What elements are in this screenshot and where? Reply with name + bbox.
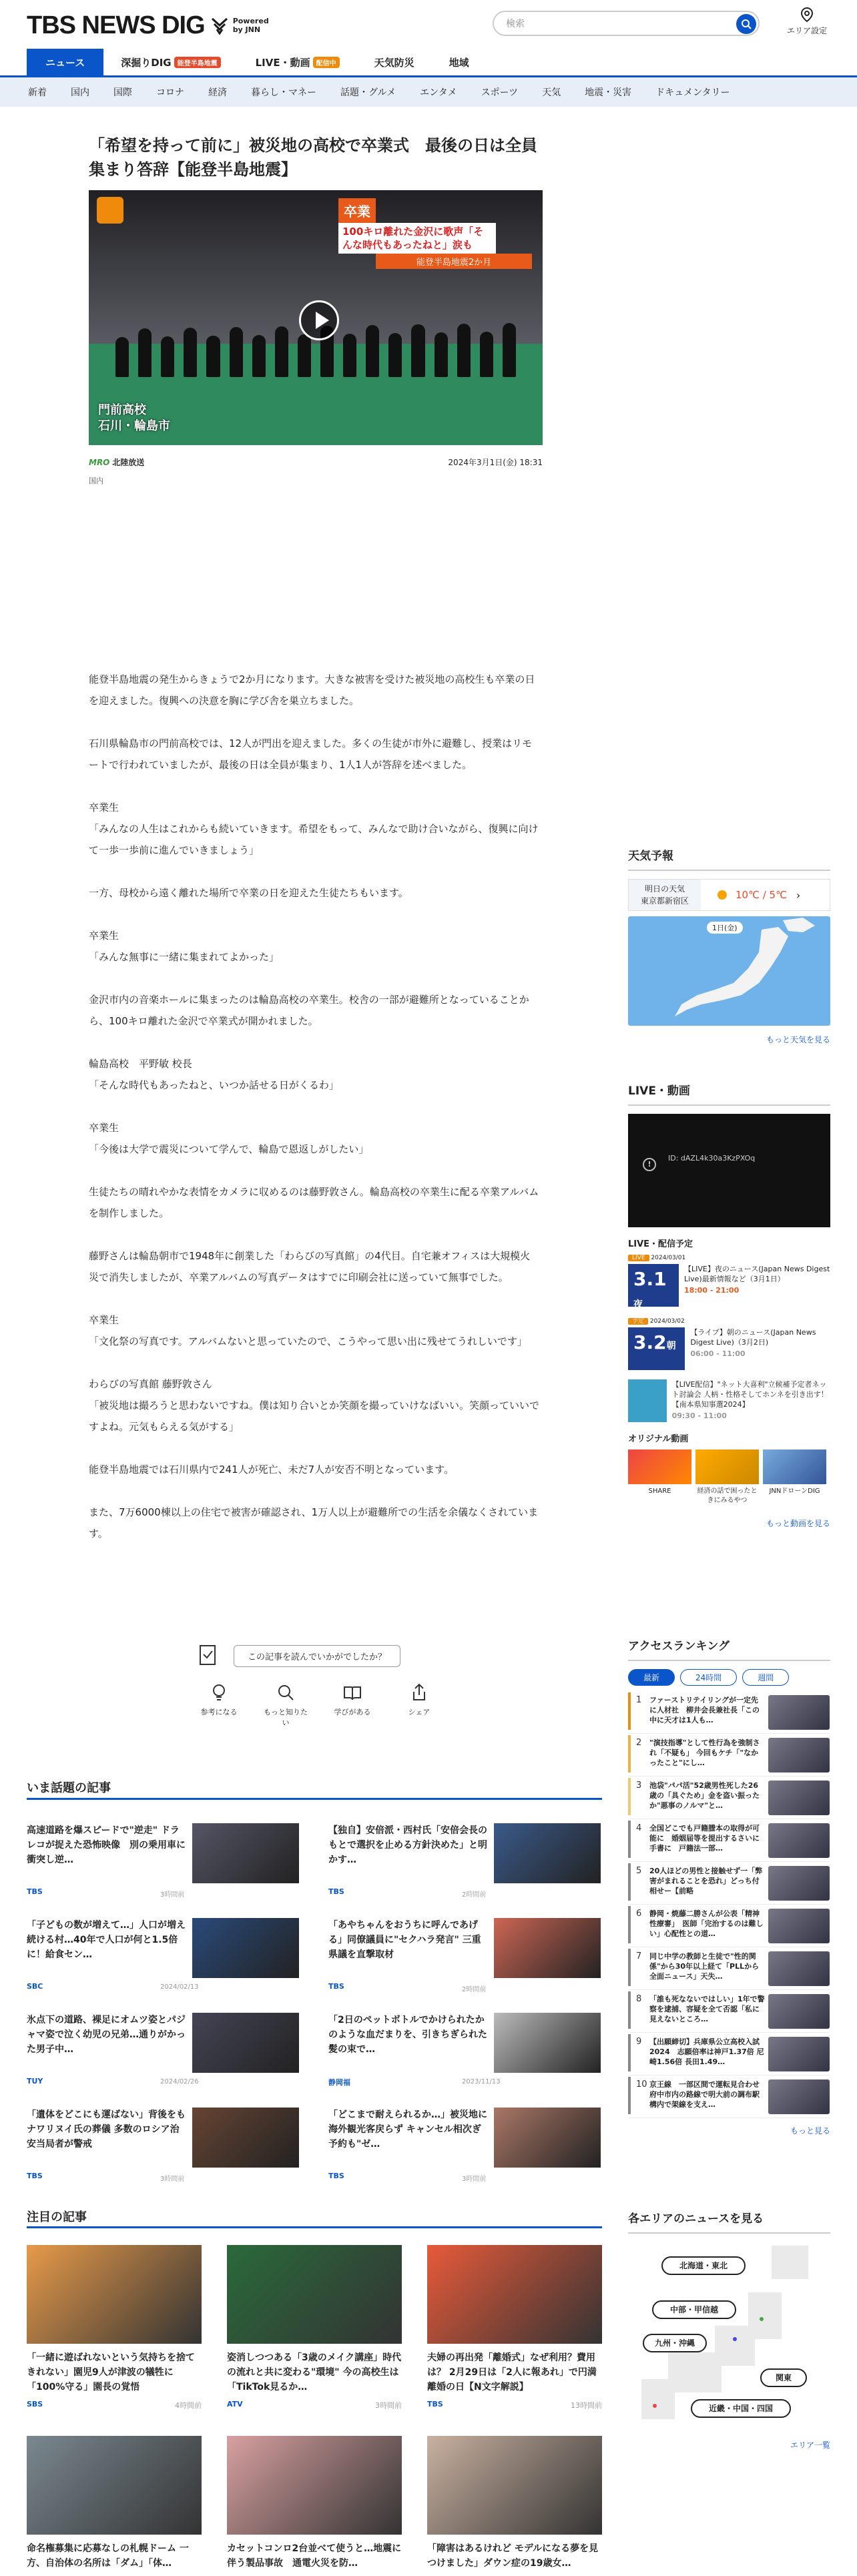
lightbulb-icon: [209, 1682, 229, 1702]
trending-article-card[interactable]: [27, 1823, 260, 1902]
chevron-right-icon: ›: [796, 888, 801, 902]
video-caption: 卒業100キロ離れた金沢に歌声「そんな時代もあったねと」涙も 能登半島地震2か月: [338, 198, 532, 269]
ranking-number: 10: [636, 2079, 647, 2089]
ranking-title: アクセスランキング: [628, 1636, 830, 1661]
ranking-thumb: [768, 1866, 830, 1901]
ranking-thumb: [768, 1738, 830, 1773]
category-domestic[interactable]: 国内: [71, 87, 89, 98]
article-paragraph: わらびの写真館 藤野敦さん 「被災地は撮ろうと思わないですね。僕は知り合いとか笑顔を撮っていけなばいい。笑顔っていいですよね。元気もらえる気がする」: [89, 1378, 540, 1433]
live-schedule-title: LIVE・配信予定: [628, 1239, 693, 1249]
tab-weekly[interactable]: 週間: [742, 1669, 789, 1686]
trending-article-time: 2時間前: [462, 1891, 487, 1899]
area-button-kanto[interactable]: 関東: [760, 2368, 807, 2387]
feedback-helpful-button[interactable]: 参考になる: [196, 1682, 242, 1728]
feedback-learn-button[interactable]: 学びがある: [329, 1682, 376, 1728]
trending-article-thumb: [192, 2108, 299, 2168]
featured-article-title: 「一緒に遊ばれないという気持ちを捨てきれない」園児9人が津波の犠牲に「100%守る」園長の覚悟: [27, 2352, 195, 2392]
channel-logo-icon: [97, 197, 123, 224]
featured-article-time: 3時間前: [375, 2401, 402, 2410]
article-paragraph: 能登半島地震の発生からきょうで2か月になります。大きな被害を受けた被災地の高校生も卒業の日を迎えました。復興への決意を胸に学び舎を巣立ちました。: [89, 673, 535, 707]
location-pin-icon: [799, 7, 815, 23]
sun-icon: [714, 887, 730, 903]
trending-article-thumb: [192, 1823, 299, 1883]
article-paragraph: 卒業生 「みんなの人生はこれからも続いていきます。希望をもって、みんなで助け合いながら、復興に向けて一歩一歩前に進んでいきましょう」: [89, 801, 539, 856]
ranking-thumb: [768, 1781, 830, 1815]
featured-article-title: 命名権募集に応募なしの札幌ドーム 一方、自治体の名所は「ダム」「体…: [27, 2543, 189, 2569]
trending-article-source: TBS: [328, 1887, 344, 1896]
article-paragraph: 一方、母校から遠く離れた場所で卒業の日を迎えた生徒たちもいます。: [89, 887, 408, 899]
ranking-number: 6: [636, 1909, 642, 1919]
trending-article-time: 3時間前: [462, 2176, 487, 2183]
trending-article-title: 「あやちゃんをおうちに呼んであげる」同僚議員に"セクハラ発言" 三重県議を直撃取材: [328, 1920, 481, 1960]
powered-by-jnn: Powered by JNN: [210, 16, 269, 35]
trending-article-time: 2023/11/13: [462, 2078, 501, 2085]
share-icon: [409, 1682, 429, 1702]
category-disaster[interactable]: 地震・災害: [585, 87, 632, 98]
trending-article-source: TUY: [27, 2077, 43, 2085]
ranking-item-title: ファーストリテイリングが一定先に人材社 柳井会長兼社長「この中に天才は1人も…: [649, 1696, 760, 1724]
site-header: [0, 0, 857, 51]
ranking-item[interactable]: [628, 1990, 830, 2033]
feedback-prompt: [198, 1644, 505, 1668]
featured-article-thumb: [427, 2436, 602, 2535]
trending-article-title: 高速道路を爆スピードで"逆走" ドラレコが捉えた恐怖映像 別の乗用車に衝突し逆…: [27, 1825, 186, 1865]
category-international[interactable]: 国際: [113, 87, 132, 98]
area-map: [628, 2239, 830, 2439]
featured-article-card[interactable]: [427, 2436, 602, 2576]
trending-divider: [27, 1798, 602, 1800]
ranking-item[interactable]: [628, 1819, 830, 1862]
search-icon: [276, 1682, 296, 1702]
ranking-item-title: "演技指導"として性行為を強制され「不疑も」 今回もケチ「"なかったこと"にし…: [649, 1738, 760, 1767]
ranking-number: 7: [636, 1951, 642, 1961]
trending-article-card[interactable]: [328, 2013, 562, 2091]
featured-article-card[interactable]: [27, 2436, 202, 2576]
original-video-item[interactable]: JNNドローンDIG: [763, 1450, 826, 1506]
ranking-thumb: [768, 1695, 830, 1730]
ranking-thumb: [768, 1909, 830, 1943]
featured-article-title: 「障害はあるけれど モデルになる夢を見つけました」ダウン症の19歳女…: [427, 2543, 599, 2569]
area-title: 各エリアのニュースを見る: [628, 2209, 830, 2234]
article-date: 2024年3月1日(金) 18:31: [448, 458, 543, 467]
ranking-item-title: 静岡・焼藤二勝さんが公表「精神性療審」 医師「完治するのは難しい」心配性との道…: [649, 1909, 764, 1938]
ranking-item-title: 20人ほどの男性と接触せず一「弊害がまれることを恐れ」どっち付相せー【前略: [649, 1867, 763, 1895]
badge-live: 配信中: [313, 57, 340, 68]
category-life-money[interactable]: 暮らし・マネー: [251, 87, 316, 98]
ranking-item[interactable]: [628, 1905, 830, 1947]
featured-article-card[interactable]: [227, 2245, 402, 2410]
tab-24h[interactable]: 24時間: [680, 1669, 737, 1686]
weather-widget: [628, 846, 830, 1045]
trending-article-title: 【独自】安倍派・西村氏「安倍会長のもとで選択を止める方針決めた」と明かす…: [328, 1825, 487, 1865]
article-paragraph: 輪島高校 平野敏 校長 「そんな時代もあったねと、いつか話せる日がくるわ」: [89, 1058, 339, 1091]
weather-more-link[interactable]: もっと天気を見る: [766, 1035, 830, 1044]
trending-article-time: 2時間前: [462, 1986, 487, 1993]
article-body: [89, 669, 540, 1566]
ranking-number: 2: [636, 1738, 642, 1748]
search-icon: [741, 19, 752, 29]
trending-article-time: 2024/02/13: [160, 1983, 199, 1991]
trending-article-card[interactable]: [328, 1918, 562, 1997]
ranking-thumb: [768, 1951, 830, 1986]
article-category[interactable]: 国内: [89, 476, 103, 485]
original-video-item[interactable]: 経済の話で困ったときにみるやつ: [695, 1450, 759, 1506]
trending-article-source: TBS: [328, 1982, 344, 1991]
article-title: 「希望を持って前に」被災地の高校で卒業式 最後の日は全員集まり答辞【能登半島地震】: [89, 136, 537, 179]
original-video-title: オリジナル動画: [628, 1434, 689, 1444]
featured-article-time: 13時間前: [571, 2401, 602, 2410]
featured-article-thumb: [227, 2436, 402, 2535]
live-video-player[interactable]: ! ID: dAZL4k30a3KzPXOq: [628, 1114, 830, 1227]
trending-title: いま話題の記事: [27, 1781, 111, 1795]
trending-article-source: TBS: [328, 2172, 344, 2180]
article-meta: [89, 456, 543, 468]
document-check-icon: [198, 1644, 220, 1668]
featured-article-source: ATV: [227, 2400, 243, 2408]
search-input[interactable]: 検索: [493, 11, 760, 36]
live-title: LIVE・動画: [628, 1081, 830, 1106]
featured-article-thumb: [227, 2245, 402, 2344]
jnn-mark-icon: [210, 16, 229, 35]
category-nav: [0, 77, 857, 107]
ranking-item[interactable]: [628, 1734, 830, 1777]
site-logo[interactable]: TBS NEWS DIG: [27, 11, 205, 39]
play-button[interactable]: [299, 300, 339, 340]
feedback-question: この記事を読んでいかがでしたか？: [234, 1645, 400, 1667]
trending-article-time: 2024/02/26: [160, 2078, 199, 2085]
trending-article-card[interactable]: [27, 2108, 260, 2186]
live-schedule-item[interactable]: 予定 2024/03/02 3.2朝 【ライブ】朝のニュース(Japan News Digest Live)（3月2日) 06:00 - 11:00: [628, 1316, 830, 1374]
trending-article-source: TBS: [27, 1887, 43, 1896]
ranking-item-title: 池袋"パパ活"52歳男性死した26歳の「具ぐため」金を盗い振ったか"悪事のノルマ"と…: [649, 1781, 760, 1810]
category-documentary[interactable]: ドキュメンタリー: [655, 87, 730, 98]
video-location: 門前高校 石川・輪島市: [98, 403, 170, 433]
article-paragraph: 石川県輪島市の門前高校では、12人が門出を迎えました。多くの生徒が市外に避難し、授業はリモートで行われていましたが、最後の日は全員が集まり、1人1人が答辞を述べました。: [89, 737, 533, 771]
ranking-item-title: 【出願締切】兵庫県公立高校入試2024 志願倍率は神戸1.37倍 尼崎1.56倍 長田1.49…: [649, 2037, 764, 2066]
nav-news[interactable]: ニュース: [27, 49, 103, 75]
ranking-item-title: 同じ中学の教師と生徒で"性的関係"から30年以上経て「PLLから全面ニュース」天失…: [649, 1952, 760, 1981]
trending-article-card[interactable]: [328, 1823, 562, 1902]
area-widget: [628, 2209, 830, 2451]
ranking-thumb: [768, 1823, 830, 1858]
area-button-kinki[interactable]: 近畿・中国・四国: [691, 2399, 791, 2418]
live-widget: [628, 1081, 830, 1529]
trending-article-title: 「2日のペットボトルでかけられたかのような血だまりを、引きちぎられた髪の束で…: [328, 2015, 487, 2055]
ranking-item-title: 「誰も死なないではしい」1年で警察を逮捕、容疑を全て否認「私に見えないところ…: [649, 1995, 765, 2023]
live-thumb: 3.1夜: [628, 1264, 679, 1307]
trending-article-source: 静岡福: [328, 2078, 350, 2087]
category-new[interactable]: 新着: [28, 87, 47, 98]
category-corona[interactable]: コロナ: [156, 87, 184, 98]
article-paragraph: 生徒たちの晴れやかな表情をカメラに収めるのは藤野敦さん。輪島高校の卒業生に配る卒業アルバムを制作しました。: [89, 1186, 539, 1219]
trending-article-thumb: [192, 1918, 299, 1978]
category-entertainment[interactable]: エンタメ: [420, 87, 457, 98]
weather-map[interactable]: [628, 916, 830, 1026]
category-sports[interactable]: スポーツ: [481, 87, 519, 98]
weather-map-date: 1日(金): [707, 922, 743, 934]
ranking-number: 8: [636, 1994, 642, 2004]
featured-divider: [27, 2226, 602, 2228]
article-paragraph: 藤野さんは輪島朝市で1948年に創業した「わらびの写真館」の4代目。自宅兼オフィスは大規模火災で消失しましたが、卒業アルバムの写真データはすでに印刷会社に送っていて無事でした。: [89, 1250, 531, 1283]
ranking-thumb: [768, 1994, 830, 2029]
ranking-item[interactable]: [628, 2033, 830, 2075]
trending-article-thumb: [494, 2013, 601, 2073]
share-button[interactable]: シェア: [396, 1682, 443, 1728]
area-button-chubu[interactable]: 中部・甲信越: [652, 2300, 736, 2319]
trending-article-title: 「どこまで耐えられるか…」被災地に海外観光客戻らず キャンセル相次ぎ予約も"ゼ…: [328, 2110, 487, 2150]
trending-article-source: SBC: [27, 1982, 43, 1991]
featured-article-title: 夫婦の再出発「離婚式」なぜ利用？費用は？ 2月29日は「2人に報あれ」で円満離婚の日【N文字解説】: [427, 2352, 597, 2392]
ranking-item-title: 全国どこでも戸籍謄本の取得が可能に 婚姻届等を提出するさいに手書に 戸籍法一部…: [649, 1824, 760, 1853]
live-schedule-item[interactable]: LIVE 2024/03/01 3.1夜 【LIVE】夜のニュース(Japan News Digest Live)最新情報など（3月1日） 18:00 - 21:00: [628, 1255, 830, 1311]
featured-title: 注目の記事: [27, 2210, 87, 2224]
featured-article-card[interactable]: [427, 2245, 602, 2410]
article-paragraph: また、7万6000棟以上の住宅で被害が確認され、1万人以上が避難所での生活を余儀なくされています。: [89, 1506, 539, 1540]
category-economy[interactable]: 経済: [208, 87, 227, 98]
ranking-number: 3: [636, 1781, 642, 1791]
tab-latest[interactable]: 最新: [628, 1669, 675, 1686]
ranking-item[interactable]: [628, 1777, 830, 1819]
ranking-tabs: [628, 1669, 830, 1686]
ranking-thumb: [768, 2079, 830, 2114]
ranking-item[interactable]: [628, 1947, 830, 1990]
ranking-item[interactable]: [628, 1691, 830, 1734]
ranking-number: 9: [636, 2037, 642, 2047]
trending-article-card[interactable]: [27, 2013, 260, 2091]
weather-today[interactable]: 明日の天気 東京都新宿区 10℃ / 5℃ ›: [628, 879, 830, 911]
area-more-link[interactable]: エリア一覧: [790, 2441, 830, 2450]
ranking-item[interactable]: [628, 1862, 830, 1905]
area-button-kyushu[interactable]: 九州・沖縄: [643, 2334, 707, 2352]
ranking-number: 5: [636, 1866, 642, 1876]
trending-article-thumb: [494, 1823, 601, 1883]
weather-temp: 10℃ / 5℃: [736, 889, 787, 901]
nav-live[interactable]: LIVE・動画 配信中: [238, 49, 357, 75]
article-paragraph: 卒業生 「みんな無事に一緒に集まれてよかった」: [89, 930, 280, 963]
featured-article-time: 4時間前: [175, 2401, 202, 2410]
ranking-number: 4: [636, 1823, 642, 1833]
search-button[interactable]: [736, 14, 756, 34]
live-schedule-item[interactable]: 【LIVE配信】"ネット大喜利"立候補予定者ネット討論会 人柄・性格そしてホンネを引き出す！【南本県知事選2024】 09:30 - 11:00: [628, 1379, 830, 1426]
featured-article-thumb: [427, 2245, 602, 2344]
original-video-item[interactable]: SHARE: [628, 1450, 691, 1506]
article-paragraph: 金沢市内の音楽ホールに集まったのは輪島高校の卒業生。校舎の一部が避難所となっていることから、100キロ離れた金沢で卒業式が開かれました。: [89, 994, 529, 1027]
ranking-item[interactable]: [628, 2075, 830, 2118]
ranking-number: 1: [636, 1695, 642, 1705]
nav-area[interactable]: 地域: [449, 56, 469, 69]
article-paragraph: 卒業生 「文化祭の写真です。アルバムないと思っていたので、こうやって思い出に残せてうれしいです」: [89, 1314, 527, 1347]
article-paragraph: 卒業生 「今後は大学で震災について学んで、輪島で恩返しがしたい」: [89, 1122, 369, 1155]
featured-article-source: TBS: [427, 2400, 443, 2408]
trending-article-time: 3時間前: [160, 2176, 185, 2183]
main-nav: [0, 51, 857, 77]
trending-article-title: 「子どもの数が増えて…」人口が増え続ける村…40年で人口が何と1.5倍に！給食セン…: [27, 1920, 186, 1960]
trending-article-card[interactable]: [27, 1918, 260, 1997]
area-setting-button[interactable]: エリア設定: [784, 7, 830, 36]
error-icon: !: [643, 1158, 656, 1171]
featured-article-source: SBS: [27, 2400, 43, 2408]
trending-article-thumb: [192, 2013, 299, 2073]
book-icon: [342, 1682, 362, 1702]
article-video[interactable]: [89, 190, 543, 445]
live-more-link[interactable]: もっと動画を見る: [766, 1519, 830, 1528]
ranking-item-title: 京王線 一部区間で運転見合わせ 府中市内の路線で明大前の調布駅構内で架線を支え…: [649, 2080, 767, 2109]
category-topics[interactable]: 話題・グルメ: [340, 87, 396, 98]
mro-logo: MRO: [89, 458, 110, 467]
trending-article-source: TBS: [27, 2172, 43, 2180]
trending-article-time: 3時間前: [160, 1891, 185, 1899]
trending-article-card[interactable]: [328, 2108, 562, 2186]
featured-article-title: 姿消しつつある「3歳のメイク講座」時代の流れと共に変わる"環境" 今の高校生は「TikTok見るか…: [227, 2352, 402, 2392]
featured-article-card[interactable]: [27, 2245, 202, 2410]
trending-article-title: 「遺体をどこにも運ばない」背後をもナワリヌイ氏の葬儀 多数のロシア治安当局者が警戒: [27, 2110, 186, 2150]
category-weather[interactable]: 天気: [542, 87, 561, 98]
article-paragraph: 能登半島地震では石川県内で241人が死亡、未だ7人が安否不明となっています。: [89, 1464, 454, 1476]
weather-title: 天気予報: [628, 846, 830, 871]
trending-article-title: 氷点下の道路、裸足にオムツ姿とパジャマ姿で泣く幼児の兄弟…通りがかった男子中…: [27, 2015, 186, 2055]
area-button-hokkaido-tohoku[interactable]: 北海道・東北: [661, 2256, 746, 2275]
live-thumb: 3.2朝: [628, 1327, 685, 1370]
feedback-more-button[interactable]: もっと知りたい: [262, 1682, 309, 1728]
original-video-list: [628, 1450, 830, 1506]
feedback-buttons: [196, 1682, 443, 1728]
featured-article-thumb: [27, 2436, 202, 2535]
trending-article-thumb: [494, 1918, 601, 1978]
article-source: 北陸放送: [112, 458, 145, 467]
featured-article-card[interactable]: [227, 2436, 402, 2576]
featured-article-thumb: [27, 2245, 202, 2344]
live-thumb: [628, 1379, 667, 1422]
nav-deep-dig[interactable]: 深掘りDIG 能登半島地震: [103, 49, 238, 75]
featured-article-title: カセットコンロ2台並べて使うと…地震に伴う製品事故 通電火災を防…: [227, 2543, 402, 2569]
ranking-more-link[interactable]: もっと見る: [790, 2126, 830, 2136]
trending-article-thumb: [494, 2108, 601, 2168]
badge-noto: 能登半島地震: [174, 57, 221, 68]
ranking-widget: [628, 1636, 830, 2136]
ranking-thumb: [768, 2037, 830, 2071]
nav-weather[interactable]: 天気防災: [374, 56, 414, 69]
